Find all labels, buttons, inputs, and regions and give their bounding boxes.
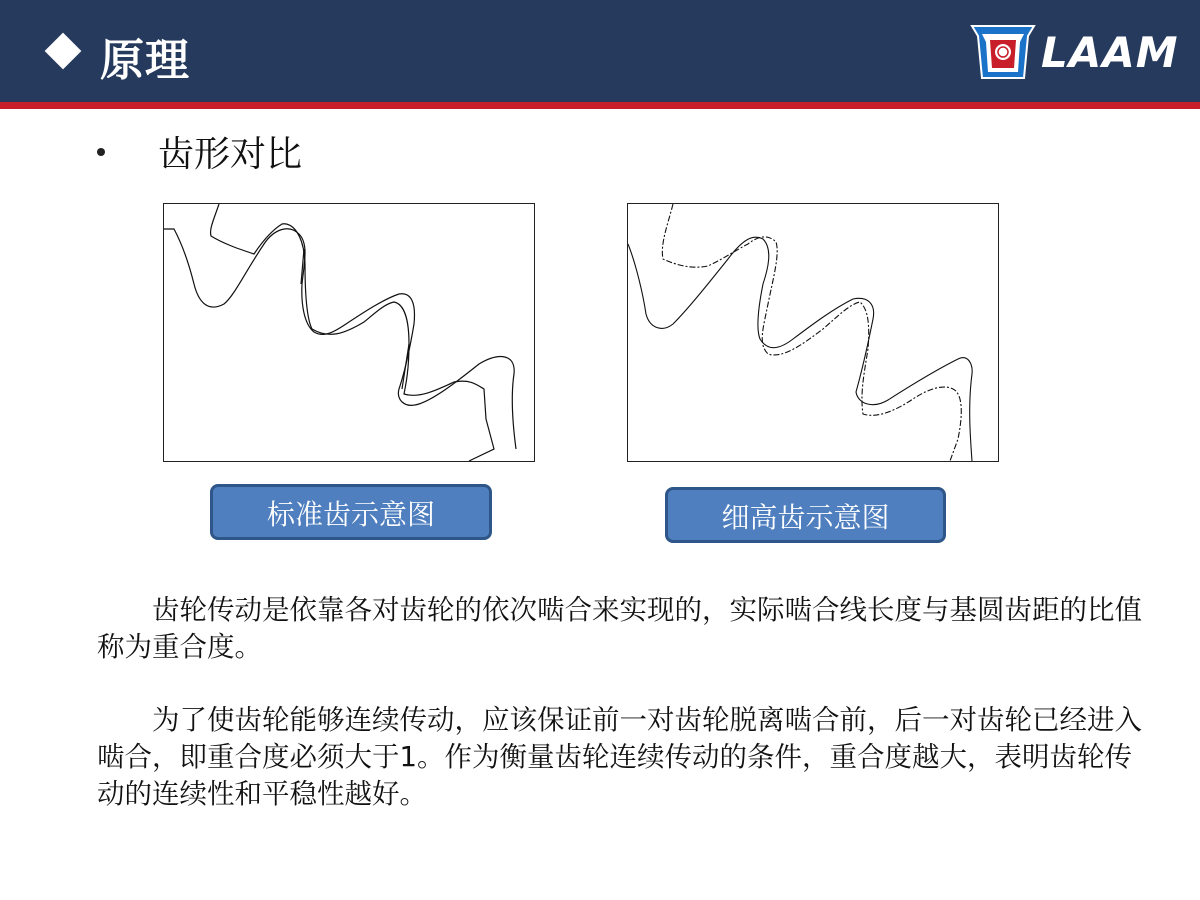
tall-gear-caption-button[interactable]: 细高齿示意图 bbox=[665, 487, 946, 543]
standard-gear-profile-icon bbox=[164, 204, 534, 461]
paragraph-contact-ratio-definition: 齿轮传动是依靠各对齿轮的依次啮合来实现的，实际啮合线长度与基圆齿距的比值称为重合度。 bbox=[97, 594, 1142, 663]
header-accent-stripe bbox=[0, 102, 1200, 109]
logo-wordmark: LAAM bbox=[1041, 28, 1179, 77]
keystone-emblem-icon bbox=[968, 18, 1038, 88]
tall-gear-profile-icon bbox=[628, 204, 998, 461]
standard-gear-caption-button[interactable]: 标准齿示意图 bbox=[210, 484, 492, 540]
standard-gear-figure bbox=[163, 203, 535, 462]
paragraph-continuous-transmission: 为了使齿轮能够连续传动，应该保证前一对齿轮脱离啮合前，后一对齿轮已经进入啮合，即重合度必须大于1。作为衡量齿轮连续传动的条件，重合度越大，表明齿轮传动的连续性和平稳性越好。 bbox=[97, 704, 1142, 810]
laam-logo bbox=[968, 18, 1183, 88]
tall-gear-figure bbox=[627, 203, 999, 462]
page-title: 原理 bbox=[100, 35, 190, 86]
bullet-dot-icon bbox=[97, 148, 105, 156]
bullet-heading: 齿形对比 bbox=[158, 134, 303, 175]
